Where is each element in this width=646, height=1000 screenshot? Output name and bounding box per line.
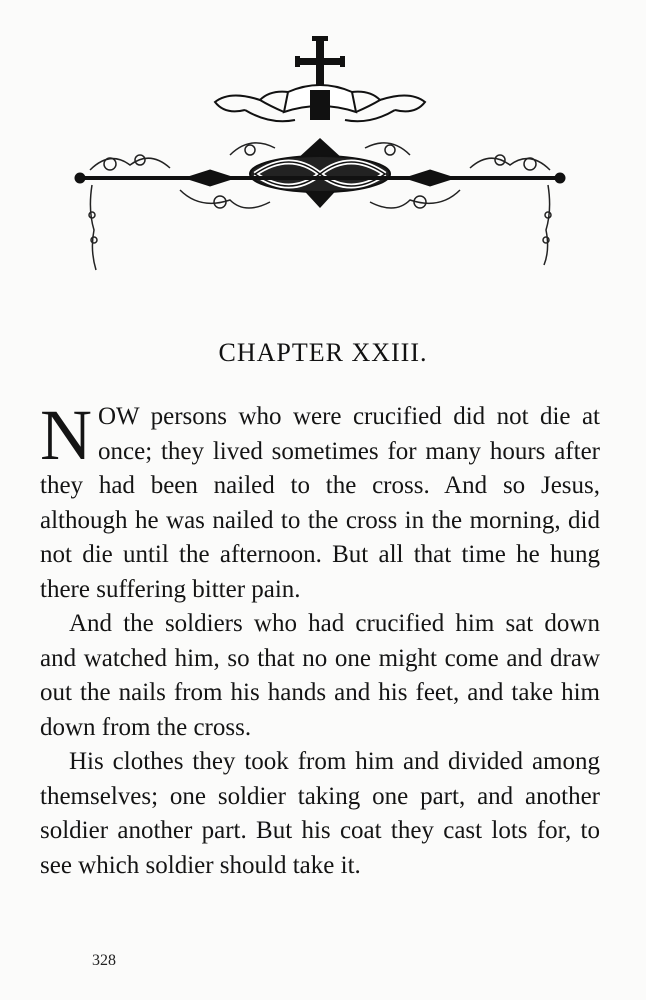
cross-icon [295,36,345,88]
medallion-icon [250,138,390,208]
paragraph-1 [40,395,600,607]
paragraph-2: And the soldiers who had crucified him sat down and watched him, so that no one might come and draw out the nails from his hands and his feet, and take him down from the cross. [40,610,600,741]
page-number: 328 [92,952,116,969]
dropcap-letter: N [40,395,92,475]
chapter-title: CHAPTER XXIII. [218,338,428,367]
paragraph-1-text: OW persons who were crucified did not die at once; they lived sometimes for many hours after they had been nailed to the cross. And so Jesus, although he was nailed to the cross in the morning, did not die until the afternoon. But all that time he hung there suffering bitter pain. [40,403,600,603]
body-text [40,395,600,883]
header-ornament-icon [70,30,570,280]
scroll-banner-icon [215,85,425,121]
paragraph-3: His clothes they took from him and divided among themselves; one soldier taking one part, and another soldier another part. But his coat they cast lots for, to see which soldier should take it. [40,748,600,879]
